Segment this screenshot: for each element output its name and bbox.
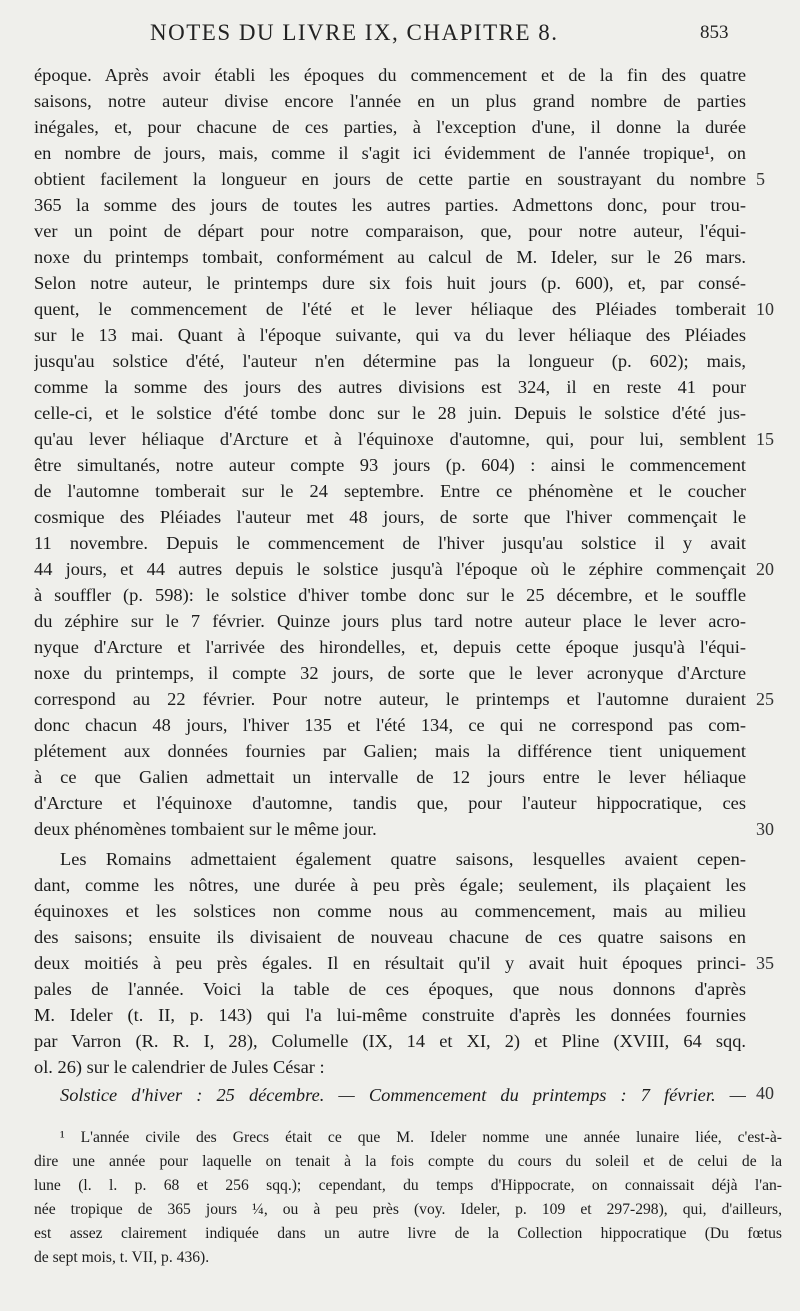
text-line: obtient facilement la longueur en jours de cette partie en soustrayant du nombre — [34, 169, 746, 189]
text-line: Selon notre auteur, le printemps dure six fois huit jours (p. 600), et, par consé- — [34, 273, 746, 293]
text-line: jusqu'au solstice d'été, l'auteur n'en détermine pas la longueur (p. 602); mais, — [34, 351, 746, 371]
text-line: correspond au 22 février. Pour notre auteur, le printemps et l'automne duraient — [34, 689, 746, 709]
text-line: donc chacun 48 jours, l'hiver 135 et l'été 134, ce qui ne correspond pas com- — [34, 715, 746, 735]
footnote-line: née tropique de 365 jours ¼, ou à peu près (voy. Ideler, p. 109 et 297-298), qui, d'ailleurs, — [34, 1201, 782, 1218]
text-line: deux moitiés à peu près égales. Il en résultait qu'il y avait huit époques princi- — [34, 953, 746, 973]
text-line: équinoxes et les solstices non comme nous au commencement, mais au milieu — [34, 901, 746, 921]
line-number: 25 — [756, 689, 774, 709]
text-line: ver un point de départ pour notre comparaison, que, pour notre auteur, l'équi- — [34, 221, 746, 241]
text-line: pales de l'année. Voici la table de ces époques, que nous donnons d'après — [34, 979, 746, 999]
page-header — [0, 18, 800, 52]
line-number: 20 — [756, 559, 774, 579]
text-line: plétement aux données fournies par Galien; mais la différence tient uniquement — [34, 741, 746, 761]
running-head: NOTES DU LIVRE IX, CHAPITRE 8. — [150, 20, 559, 45]
text-line: qu'au lever héliaque d'Arcture et à l'équinoxe d'automne, qui, pour lui, semblent — [34, 429, 746, 449]
footnote-line: dire une année pour laquelle on tenait à la fois compte du cours du soleil et de celui de la — [34, 1153, 782, 1170]
text-line: du zéphire sur le 7 février. Quinze jours plus tard notre auteur place le lever acro- — [34, 611, 746, 631]
page-number: 853 — [700, 22, 729, 43]
text-line: 365 la somme des jours de toutes les autres parties. Admettons donc, pour trou- — [34, 195, 746, 215]
text-line: quent, le commencement de l'été et le lever héliaque des Pléiades tomberait — [34, 299, 746, 319]
line-number: 30 — [756, 819, 774, 839]
line-number: 15 — [756, 429, 774, 449]
text-line: des saisons; ensuite ils divisaient de nouveau chacune de ces quatre saisons en — [34, 927, 746, 947]
text-line: noxe du printemps tombait, conformément au calcul de M. Ideler, sur le 26 mars. — [34, 247, 746, 267]
text-line: saisons, notre auteur divise encore l'année en un plus grand nombre de parties — [34, 91, 746, 111]
text-line: à ce que Galien admettait un intervalle de 12 jours entre le lever héliaque — [34, 767, 746, 787]
text-line: Les Romains admettaient également quatre saisons, lesquelles avaient cepen- — [60, 849, 746, 869]
text-line: époque. Après avoir établi les époques du commencement et de la fin des quatre — [34, 65, 746, 85]
text-line: d'Arcture et l'équinoxe d'automne, tandis que, pour l'auteur hippocratique, ces — [34, 793, 746, 813]
text-line: Solstice d'hiver : 25 décembre. — Commencement du printemps : 7 février. — — [60, 1085, 746, 1105]
text-line: par Varron (R. R. I, 28), Columelle (IX, 14 et XI, 2) et Pline (XVIII, 64 sqq. — [34, 1031, 746, 1051]
footnote-line: ¹ L'année civile des Grecs était ce que M. Ideler nomme une année lunaire liée, c'est-à- — [60, 1129, 782, 1146]
text-line: de l'automne tomberait sur le 24 septembre. Entre ce phénomène et le coucher — [34, 481, 746, 501]
line-number: 10 — [756, 299, 774, 319]
text-line: dant, comme les nôtres, une durée à peu près égale; seulement, ils plaçaient les — [34, 875, 746, 895]
text-line: noxe du printemps, il compte 32 jours, de sorte que le lever acronyque d'Arcture — [34, 663, 746, 683]
text-line: celle-ci, et le solstice d'été tombe donc sur le 28 juin. Depuis le solstice d'été jus- — [34, 403, 746, 423]
line-number: 35 — [756, 953, 774, 973]
footnote-line: de sept mois, t. VII, p. 436). — [34, 1249, 210, 1266]
footnote-line: lune (l. l. p. 68 et 256 sqq.); cependant, du temps d'Hippocrate, on connaissait déjà l'an- — [34, 1177, 782, 1194]
text-line: comme la somme des jours des autres divisions est 324, il en reste 41 pour — [34, 377, 746, 397]
text-line: nyque d'Arcture et l'arrivée des hirondelles, et, depuis cette époque jusqu'à l'équi- — [34, 637, 746, 657]
text-line: à souffler (p. 598): le solstice d'hiver tombe donc sur le 25 décembre, et le souffle — [34, 585, 746, 605]
text-line: 11 novembre. Depuis le commencement de l'hiver jusqu'au solstice il y avait — [34, 533, 746, 553]
text-line: deux phénomènes tombaient sur le même jour. — [34, 819, 377, 839]
text-line: en nombre de jours, mais, comme il s'agit ici évidemment de l'année tropique¹, on — [34, 143, 746, 163]
line-number: 5 — [756, 169, 765, 189]
text-line: inégales, et, pour chacune de ces parties, à l'exception d'une, il donne la durée — [34, 117, 746, 137]
text-line: cosmique des Pléiades l'auteur met 48 jours, de sorte que l'hiver commençait le — [34, 507, 746, 527]
text-line: sur le 13 mai. Quant à l'époque suivante, qui va du lever héliaque des Pléiades — [34, 325, 746, 345]
text-line: être simultanés, notre auteur compte 93 jours (p. 604) : ainsi le commencement — [34, 455, 746, 475]
line-number: 40 — [756, 1083, 774, 1103]
text-line: 44 jours, et 44 autres depuis le solstice jusqu'à l'époque où le zéphire commençait — [34, 559, 746, 579]
text-line: ol. 26) sur le calendrier de Jules César : — [34, 1057, 325, 1077]
footnote-line: est assez clairement indiquée dans un autre livre de la Collection hippocratique (Du fœtus — [34, 1225, 782, 1242]
text-line: M. Ideler (t. II, p. 143) qui l'a lui-même construite d'après les données fournies — [34, 1005, 746, 1025]
